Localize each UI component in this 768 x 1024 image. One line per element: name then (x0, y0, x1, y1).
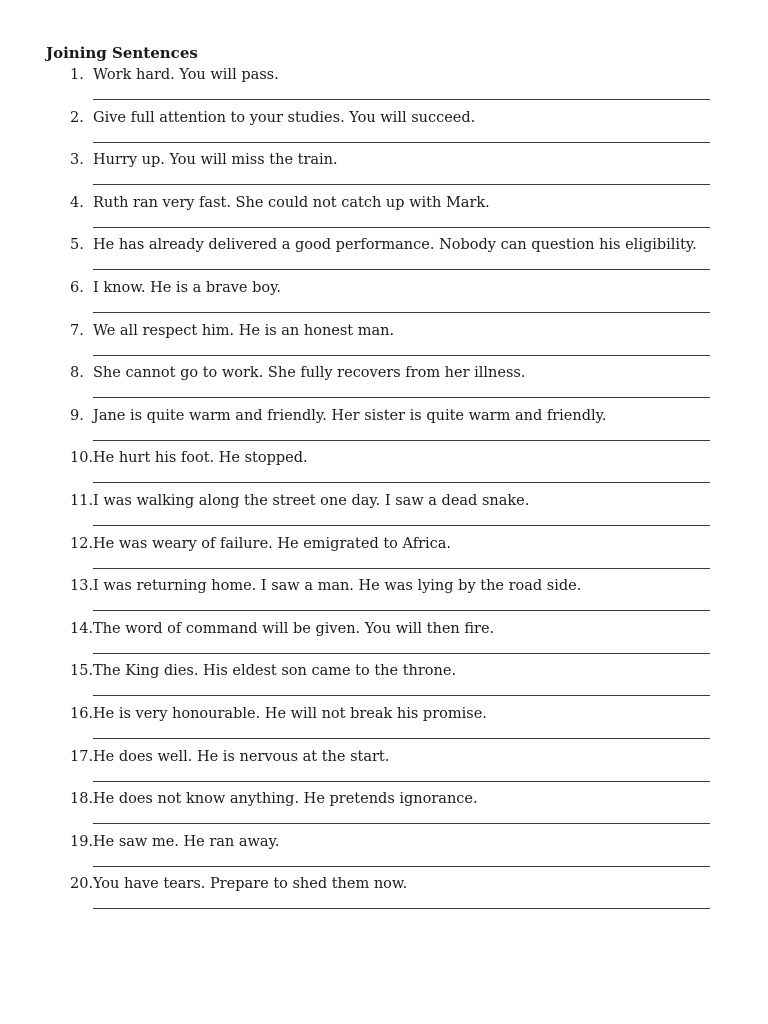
question-text: You have tears. Prepare to shed them now. (93, 876, 408, 893)
question-text: He saw me. He ran away. (93, 833, 280, 850)
question-text: Jane is quite warm and friendly. Her sister is quite warm and friendly. (93, 407, 607, 424)
question-text: He has already delivered a good performance. Nobody can question his eligibility. (93, 237, 697, 254)
question-text: I was returning home. I saw a man. He was lying by the road side. (93, 578, 582, 595)
answer-line (93, 312, 710, 313)
answer-line (93, 695, 710, 696)
answer-line (93, 908, 710, 909)
question-number: 1. (70, 67, 84, 83)
answer-line (93, 738, 710, 739)
question-number: 9. (70, 407, 84, 424)
answer-line (93, 355, 710, 356)
question-item (0, 66, 768, 109)
answer-line (93, 653, 710, 654)
answer-line (93, 525, 710, 526)
question-number: 4. (70, 194, 84, 211)
question-text: We all respect him. He is an honest man. (93, 322, 395, 339)
question-number: 2. (70, 109, 84, 126)
question-item (0, 407, 768, 450)
question-number: 16. (70, 705, 94, 722)
question-item (0, 194, 768, 237)
question-item (0, 705, 768, 748)
worksheet-title: Joining Sentences (46, 44, 198, 62)
answer-line (93, 823, 710, 824)
question-number: 18. (70, 791, 94, 808)
answer-line (93, 482, 710, 483)
answer-line (93, 781, 710, 782)
question-text: He does not know anything. He pretends ignorance. (93, 791, 478, 808)
question-item (0, 236, 768, 279)
question-item (0, 662, 768, 705)
question-text: Ruth ran very fast. She could not catch up with Mark. (93, 194, 490, 211)
question-number: 13. (70, 578, 94, 595)
question-number: 6. (70, 279, 84, 296)
question-item (0, 833, 768, 876)
question-number: 20. (70, 876, 94, 893)
question-item (0, 151, 768, 194)
question-item (0, 279, 768, 322)
question-number: 11. (70, 492, 94, 509)
question-item (0, 875, 768, 918)
question-text: He hurt his foot. He stopped. (93, 450, 308, 467)
question-item (0, 322, 768, 365)
answer-line (93, 440, 710, 441)
question-item (0, 790, 768, 833)
question-item (0, 364, 768, 407)
answer-line (93, 269, 710, 270)
question-number: 8. (70, 365, 84, 382)
question-item (0, 748, 768, 791)
question-item (0, 577, 768, 620)
question-item (0, 535, 768, 578)
question-item (0, 492, 768, 535)
question-text: He was weary of failure. He emigrated to Africa. (93, 535, 452, 552)
question-text: He does well. He is nervous at the start. (93, 748, 390, 765)
question-text: She cannot go to work. She fully recovers from her illness. (93, 365, 526, 382)
question-number: 7. (70, 322, 84, 339)
question-number: 15. (70, 663, 94, 680)
question-item (0, 449, 768, 492)
question-text: The word of command will be given. You will then fire. (93, 620, 495, 637)
answer-line (93, 866, 710, 867)
answer-line (93, 227, 710, 228)
answer-line (93, 99, 710, 100)
question-list (0, 66, 768, 918)
question-number: 3. (70, 152, 84, 169)
question-number: 12. (70, 535, 94, 552)
question-item (0, 620, 768, 663)
question-text: He is very honourable. He will not break his promise. (93, 705, 487, 722)
question-number: 14. (70, 620, 94, 637)
question-text: I know. He is a brave boy. (93, 279, 282, 296)
question-text: Work hard. You will pass. (93, 67, 279, 83)
question-number: 5. (70, 237, 84, 254)
answer-line (93, 610, 710, 611)
question-text: Give full attention to your studies. You will succeed. (93, 109, 476, 126)
question-text: I was walking along the street one day. I saw a dead snake. (93, 492, 530, 509)
question-text: Hurry up. You will miss the train. (93, 152, 338, 169)
question-item (0, 109, 768, 152)
question-text: The King dies. His eldest son came to the throne. (93, 663, 457, 680)
answer-line (93, 568, 710, 569)
question-number: 19. (70, 833, 94, 850)
answer-line (93, 184, 710, 185)
question-number: 17. (70, 748, 94, 765)
question-number: 10. (70, 450, 94, 467)
answer-line (93, 397, 710, 398)
answer-line (93, 142, 710, 143)
